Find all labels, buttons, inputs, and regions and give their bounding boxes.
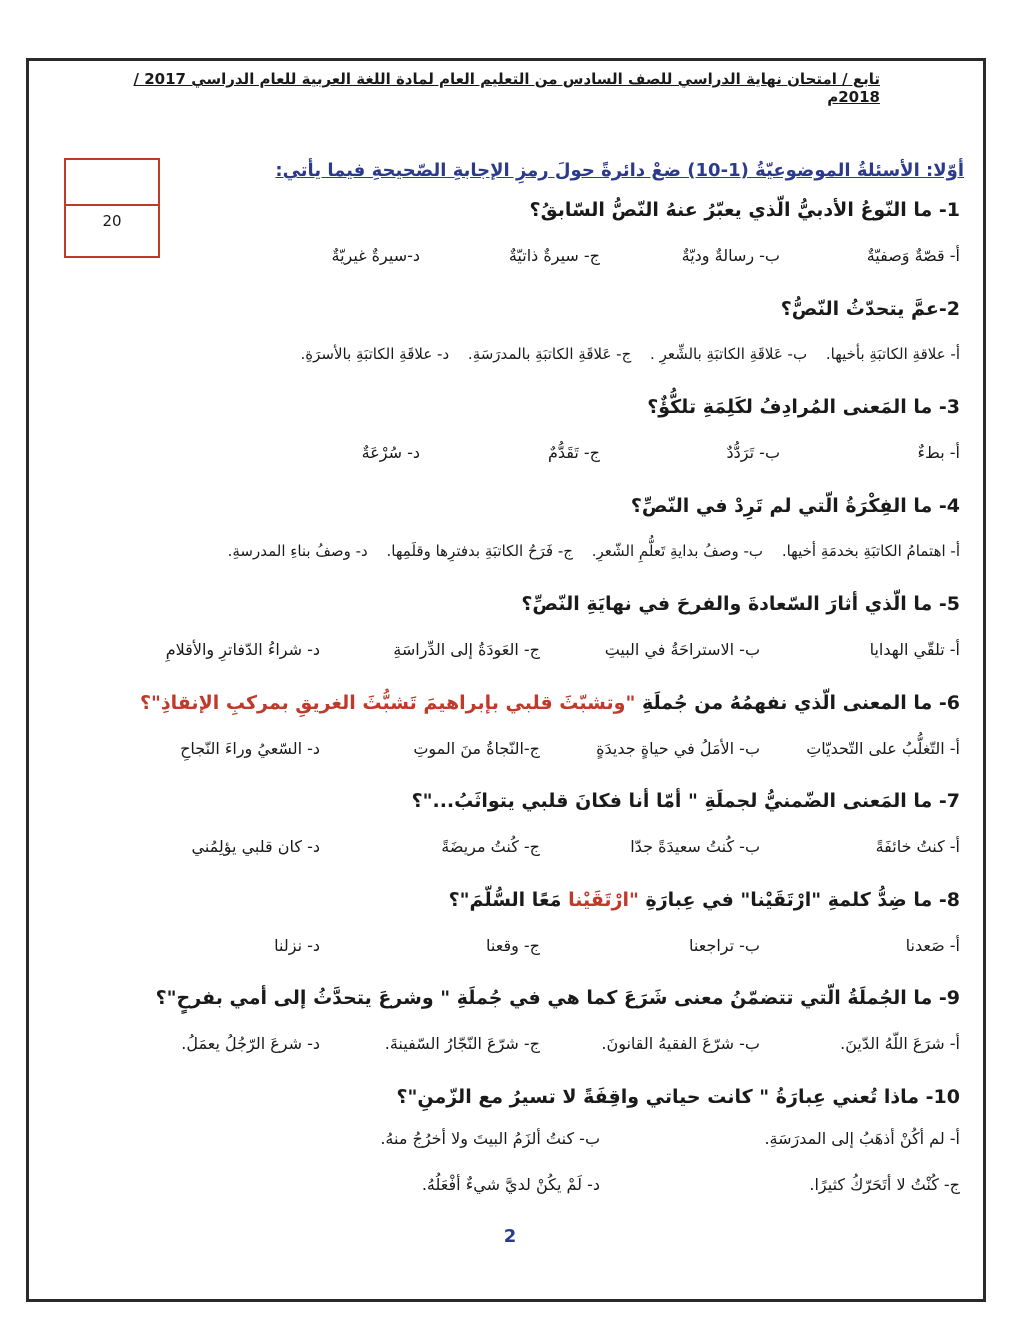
option-c[interactable]: ج- عَلاقَةِ الكاتبَةِ بالمدرَسَةِ. — [467, 344, 632, 363]
option-a[interactable]: أ- التّغلُّبُ على التّحديّاتِ — [806, 738, 960, 758]
option-c[interactable]: ج- فَرَحُ الكاتبَةِ بدفترِها وقلَمِها. — [386, 541, 573, 560]
question-3 — [60, 393, 960, 492]
question-4 — [60, 492, 960, 591]
option-d[interactable]: د- نزلنا — [274, 935, 320, 955]
options — [60, 345, 960, 385]
option-a[interactable]: أ- كنتُ خائفَةً — [875, 837, 960, 856]
question-6 — [60, 689, 960, 788]
question-7 — [60, 787, 960, 886]
option-c[interactable]: ج- كُنتُ مريضَةً — [441, 837, 540, 856]
option-c[interactable]: ج- سيرةٌ ذاتيّةٌ — [508, 246, 600, 265]
option-b[interactable]: ب- كنتُ ألزَمُ البيتَ ولا أخرُجُ منهُ. — [380, 1128, 600, 1148]
option-b[interactable]: ب- شرّعَ الفقيهُ القانونَ. — [601, 1034, 760, 1053]
question-text: 5- ما الّذي أثارَ السّعادةَ والفرحَ في نهايَةِ النّصِّ؟ — [521, 593, 960, 615]
question-text-prefix: 8- ما ضِدُّ كلمةِ "ارْتَقَيْنا" في عِبارَةِ — [638, 888, 960, 911]
question-2 — [60, 295, 960, 394]
question-text-suffix: مَعًا السُّلّمَ"؟ — [448, 888, 569, 911]
option-a[interactable]: أ- اهتمامُ الكاتبَةِ بخدمَةِ أخيها. — [781, 541, 960, 560]
options-row-1 — [60, 1129, 960, 1175]
option-b[interactable]: ب- الاستراحَةُ في البيتِ — [604, 640, 760, 659]
options — [60, 246, 960, 286]
option-d[interactable]: د- كان قلبي يؤلِمُني — [191, 837, 320, 856]
score-value: 20 — [102, 212, 122, 230]
question-text: 3- ما المَعنى المُرادِفُ لكَلِمَةِ تلكُّؤٌ؟ — [647, 396, 960, 418]
option-d[interactable]: د- السّعيُ وراءَ النّجاحِ — [180, 738, 320, 758]
options — [60, 837, 960, 877]
question-text: 1- ما النّوعُ الأدبيُّ الّذي يعبّرُ عنهُ النّصُّ السّابقُ؟ — [529, 199, 960, 221]
option-b[interactable]: ب- كُنتُ سعيدَةً جدّا — [630, 837, 760, 856]
question-text: 9- ما الجُملَةُ الّتي تتضمّنُ معنى شَرَعَ كما هي في جُملَةِ " وشرعَ يتحدَّثُ إلى أمي بفرحٍ"؟ — [155, 987, 960, 1009]
options — [60, 739, 960, 779]
option-c[interactable]: ج- كُنْتُ لا أتَحَرّكُ كثيرًا. — [809, 1174, 960, 1194]
question-text — [60, 886, 960, 914]
question-text-prefix: 6- ما المعنى الّذي نفهمُهُ من جُملَةِ — [635, 691, 960, 714]
option-a[interactable]: أ- قصّةٌ وَصفيّةٌ — [866, 246, 960, 265]
option-c[interactable]: ج- العَودَةُ إلى الدِّراسَةِ — [393, 640, 540, 659]
option-a[interactable]: أ- شرَعَ اللّهُ الدّينَ. — [840, 1034, 960, 1053]
option-a[interactable]: أ- بطءٌ — [917, 443, 960, 462]
option-d[interactable]: د- لَمْ يكُنْ لديَّ شيءٌ أفْعَلُهُ. — [421, 1174, 600, 1194]
options — [60, 936, 960, 976]
question-1 — [60, 196, 960, 295]
option-d[interactable]: د-سيرةٌ غيريّةٌ — [331, 246, 420, 265]
question-5 — [60, 590, 960, 689]
question-text: 7- ما المَعنى الضّمنيُّ لجملَةِ " أمّا أنا فكانَ قلبي يتواثَبُ..."؟ — [411, 790, 960, 812]
options — [60, 443, 960, 483]
option-c[interactable]: ج- شرّعَ النّجّارُ السّفينةَ. — [384, 1034, 540, 1053]
option-c[interactable]: ج- وقعنا — [486, 935, 540, 955]
options — [60, 542, 960, 582]
question-10 — [60, 1083, 960, 1194]
option-a[interactable]: أ- صَعدنا — [905, 935, 960, 955]
option-d[interactable]: د- وصفُ بناءِ المدرسةِ. — [227, 541, 368, 560]
option-c[interactable]: ج- تَقَدُّمٌ — [547, 443, 600, 462]
exam-header: تابع / امتحان نهاية الدراسي للصف السادس من التعليم العام لمادة اللغة العربية للعام الدراسي 2017 / 2018م — [133, 70, 880, 106]
option-b[interactable]: ب- رسالةٌ وديّةٌ — [681, 246, 780, 265]
option-b[interactable]: ب- عَلاقَةِ الكاتبَةِ بالشِّعرِ . — [650, 344, 808, 363]
question-quote: "وتشبّثَ قلبي بإبراهيمَ تَشبُّثَ الغريقِ بمركبِ الإنقاذِ"؟ — [139, 691, 636, 714]
page-number: 2 — [503, 1226, 517, 1247]
option-a[interactable]: أ- علاقةِ الكاتبَةِ بأخيها. — [825, 344, 960, 363]
options — [60, 1034, 960, 1074]
option-c[interactable]: ج-النّجاةُ منَ الموتِ — [413, 738, 540, 758]
option-a[interactable]: أ- تلقّي الهدايا — [869, 640, 960, 659]
question-text: 10- ماذا تُعني عِبارَةُ " كانت حياتي واقِفَةً لا تسيرُ مع الزّمنِ"؟ — [396, 1085, 960, 1108]
option-a[interactable]: أ- لم أكُنْ أذهَبُ إلى المدرَسَةِ. — [764, 1128, 960, 1148]
question-highlight: "ارْتَقَيْنا — [568, 888, 639, 911]
question-text — [60, 689, 960, 717]
option-d[interactable]: د- شرعَ الرّجُلُ يعمَلُ. — [181, 1034, 320, 1053]
options — [60, 640, 960, 680]
question-9 — [60, 984, 960, 1083]
option-d[interactable]: د- علاقَةِ الكاتبَةِ بالأسرَةِ. — [300, 344, 450, 363]
section-title: أوّلا: الأسئلةُ الموضوعيّةُ (1-10) ضعْ دائرةً حولَ رمزِ الإجابةِ الصّحيحةِ فيما يأتي: — [275, 160, 964, 181]
option-b[interactable]: ب- وصفُ بدايةِ تَعلُّمِ الشّعرِ. — [591, 541, 764, 560]
option-b[interactable]: ب- تَرَدُّدٌ — [726, 443, 780, 462]
options-row-2 — [60, 1175, 960, 1221]
question-text: 4- ما الفِكْرَةُ الّتي لم تَرِدْ في النّصِّ؟ — [630, 494, 960, 517]
question-text: 2-عمَّ يتحدّثُ النّصُّ؟ — [780, 297, 960, 320]
questions-list — [60, 196, 960, 1194]
question-8 — [60, 886, 960, 985]
option-d[interactable]: د- شراءُ الدّفاترِ والأقلامِ — [165, 640, 320, 659]
option-b[interactable]: ب- الأمَلُ في حياةٍ جديدَةٍ — [596, 738, 760, 758]
option-d[interactable]: د- سُرْعَةٌ — [361, 443, 420, 462]
option-b[interactable]: ب- تراجعنا — [689, 935, 760, 955]
